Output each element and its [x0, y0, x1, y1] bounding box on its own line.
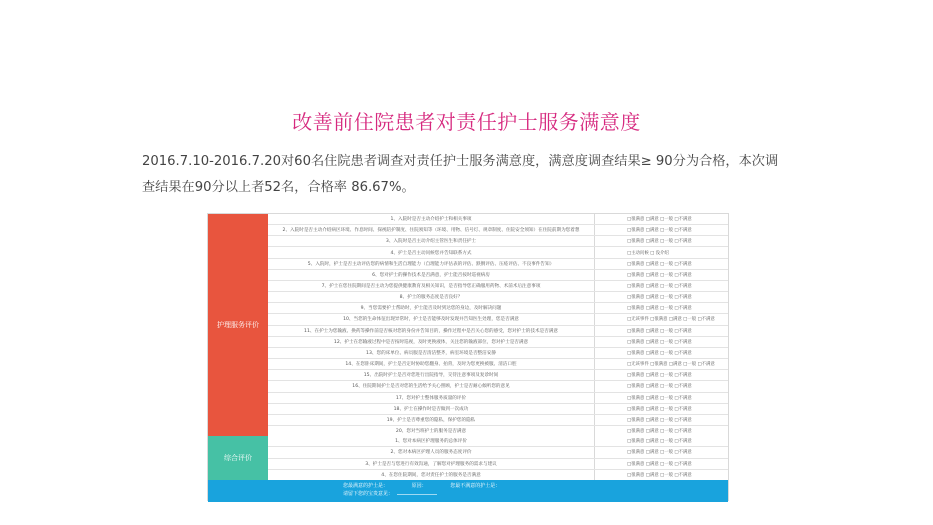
survey-options: □很满意 □满意 □一般 □不满意 [627, 406, 692, 412]
survey-question: 15、出院时护士是否对您进行出院指导，交待注意事项及复诊时间 [268, 370, 595, 380]
survey-question: 1、您对本病区护理服务的总体评价 [268, 436, 595, 446]
survey-options: □很满意 □满意 □一般 □不满意 [627, 339, 692, 345]
survey-options: □很满意 □满意 □一般 □不满意 [627, 429, 692, 435]
survey-row [268, 270, 728, 281]
survey-question: 13、您的床单位、病员服是否清洁整齐，病室环境是否整洁安静 [268, 348, 595, 358]
survey-question: 10、当您的生命体征出现异常时，护士是否能够及时发现并告知医生处理，您是否满意 [268, 314, 595, 324]
survey-options: □很满意 □满意 □一般 □不满意 [627, 295, 692, 301]
survey-row [268, 214, 728, 225]
survey-options: □无该事件 □很满意 □满意 □一般 □不满意 [627, 362, 715, 368]
footer-line-1 [343, 482, 728, 490]
survey-row [268, 426, 728, 436]
survey-options: □很满意 □满意 □一般 □不满意 [627, 261, 692, 267]
survey-options: □很满意 □满意 □一般 □不满意 [627, 239, 692, 245]
survey-options: □很满意 □满意 □一般 □不满意 [627, 228, 692, 234]
footer-reason: 原因： [411, 483, 427, 489]
survey-row [268, 314, 728, 325]
survey-row [268, 337, 728, 348]
survey-options: □无该事件 □很满意 □满意 □一般 □不满意 [627, 317, 715, 323]
survey-question: 2、您对本病区护理人员的服务态度评价 [268, 447, 595, 457]
section-rows-overall [268, 436, 728, 480]
survey-options: □很满意 □满意 □一般 □不满意 [627, 306, 692, 312]
survey-question: 5、入院时，护士是否主动评估您的病情和生活自理能力（自理能力评估表的评估、跌倒评估、压疮评估、不良事件告知） [268, 259, 595, 269]
survey-row [268, 415, 728, 426]
survey-row [268, 359, 728, 370]
survey-question: 19、护士是否尊重您的隐私，保护您的隐私 [268, 415, 595, 425]
survey-options: □很满意 □满意 □一般 □不满意 [627, 472, 692, 478]
survey-options: □很满意 □满意 □一般 □不满意 [627, 384, 692, 390]
survey-question: 20、您对当班护士的服务是否满意 [268, 426, 595, 436]
footer-comments: 请留下您的宝贵意见： [343, 491, 394, 497]
survey-question: 4、在您住院期间，您对责任护士的服务是否满意 [268, 470, 595, 480]
survey-question: 6、您对护士的操作技术是否满意，护士能否按时巡视病房 [268, 270, 595, 280]
survey-question: 9、当您需要护士帮助时，护士能否及时到达您的身边，及时解决问题 [268, 303, 595, 313]
survey-question: 11、在护士为您输液、换药等操作前是否核对您的身份并告知目的，操作过程中是否关心您的感受，您对护士的技术是否满意 [268, 326, 595, 336]
survey-row [268, 247, 728, 258]
survey-row [268, 236, 728, 247]
section-label-nursing-service: 护理服务评价 [208, 214, 268, 436]
survey-row [268, 225, 728, 236]
survey-question: 12、护士在您输液过程中是否按时巡视，及时更换液体，关注您的输液部位，您对护士是否满意 [268, 337, 595, 347]
survey-options: □很满意 □满意 □一般 □不满意 [627, 284, 692, 290]
survey-row [268, 404, 728, 415]
survey-options: □很满意 □满意 □一般 □不满意 [627, 395, 692, 401]
survey-row [268, 381, 728, 392]
survey-row [268, 370, 728, 381]
survey-question: 4、护士是否主动问候您并告知联系方式 [268, 247, 595, 257]
footer-line-2 [343, 490, 728, 498]
survey-row [268, 292, 728, 303]
survey-options: □很满意 □满意 □一般 □不满意 [627, 450, 692, 456]
intro-paragraph: 2016.7.10-2016.7.20对60名住院患者调查对责任护士服务满意度，满意度调查结果≥ 90分为合格，本次调查结果在90分以上者52名，合格率 86.67%。 [142, 154, 779, 195]
survey-options: □很满意 □满意 □一般 □不满意 [627, 328, 692, 334]
section-label-overall: 综合评价 [208, 436, 268, 480]
footer-favorite-nurse: 您最满意的护士是： [343, 483, 389, 489]
survey-row [268, 393, 728, 404]
survey-question: 18、护士在操作时是否做到一次成功 [268, 404, 595, 414]
section-rows-nursing-service [268, 214, 728, 436]
survey-row [268, 259, 728, 270]
survey-row [268, 348, 728, 359]
survey-question: 17、您对护士整体服务质量的评价 [268, 393, 595, 403]
survey-row [268, 447, 728, 458]
survey-row [268, 326, 728, 337]
survey-options: □很满意 □满意 □一般 □不满意 [627, 461, 692, 467]
survey-options: □很满意 □满意 □一般 □不满意 [627, 417, 692, 423]
survey-question: 8、护士的服务态度是否良好？ [268, 292, 595, 302]
survey-footer [208, 480, 728, 502]
survey-row [268, 281, 728, 292]
survey-options: □很满意 □满意 □一般 □不满意 [627, 217, 692, 223]
survey-form-image [207, 213, 729, 501]
survey-row [268, 470, 728, 480]
survey-question: 7、护士在您住院期间是否主动为您提供健康教育及相关知识，是否指导您正确服用药物、术前术后注意事项 [268, 281, 595, 291]
survey-question: 16、住院期间护士是否对您的生活给予关心照顾，护士是否耐心倾听您的意见 [268, 381, 595, 391]
survey-options: □主动问候 □ 没介绍 [627, 250, 669, 256]
survey-question: 14、在您卧床期间，护士是否定时协助您翻身、拍背，及时为您更换被服、清洁口腔 [268, 359, 595, 369]
page-title: 改善前住院患者对责任护士服务满意度 [292, 110, 641, 134]
footer-least-favorite-nurse: 您最不满意的护士是： [450, 483, 501, 489]
survey-row [268, 436, 728, 447]
survey-question: 3、护士是否与您进行有效沟通，了解您对护理服务的需求与建议 [268, 459, 595, 469]
survey-options: □很满意 □满意 □一般 □不满意 [627, 350, 692, 356]
footer-underline [397, 494, 437, 495]
survey-row [268, 459, 728, 470]
survey-question: 2、入院时是否主动介绍病区环境、作息时间、探视陪护制度、住院须知等（环境、用物、信号灯、规章制度、住院安全须知）在住院前期为您着想 [268, 225, 595, 235]
survey-question: 3、入院时是否主动介绍主管医生和责任护士 [268, 236, 595, 246]
survey-options: □很满意 □满意 □一般 □不满意 [627, 439, 692, 445]
survey-question: 1、入院时是否主动介绍护士和相关事项 [268, 214, 595, 224]
survey-row [268, 303, 728, 314]
survey-options: □很满意 □满意 □一般 □不满意 [627, 272, 692, 278]
survey-options: □很满意 □满意 □一般 □不满意 [627, 373, 692, 379]
